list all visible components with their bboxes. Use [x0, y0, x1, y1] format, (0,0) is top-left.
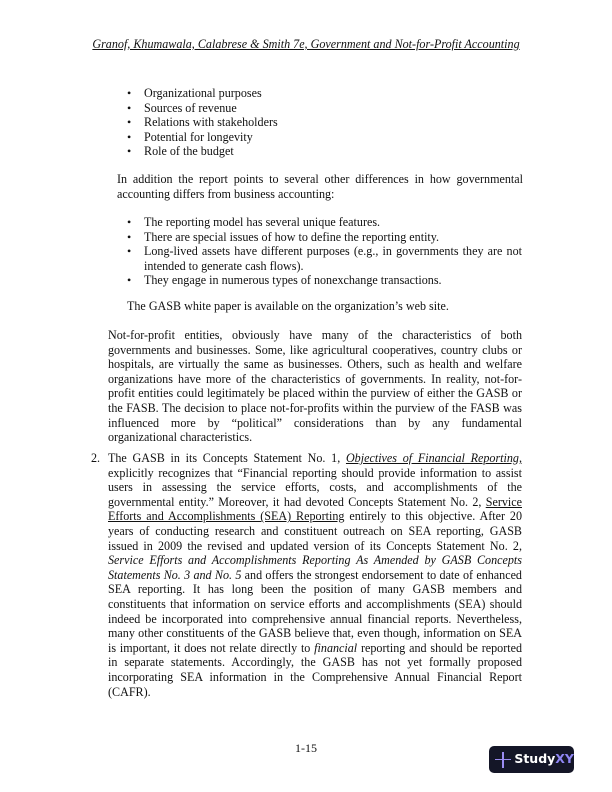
text-run: and offers the strongest endorsement to date of enhanced SEA reporting. It has long been the position of many GASB members and constituents that information on service efforts and accomplishments (SEA) should indeed be incorporated into comprehensive annual financial reports. Nevertheless, many other constituents of the GASB believe that, even though, information on SEA is important, it does not relate directly to: [108, 567, 522, 655]
list-item: • Role of the budget: [128, 144, 528, 159]
list-item: • Potential for longevity: [128, 130, 528, 145]
item-number: 2.: [91, 451, 101, 465]
list-item: • They engage in numerous types of nonexchange transactions.: [128, 273, 522, 288]
text-run: The GASB in its Concepts Statement No. 1,: [108, 451, 346, 465]
paragraph-white-paper: The GASB white paper is available on the organization’s web site.: [127, 299, 449, 313]
revised-statement-title: Service Efforts and Accomplishments Reporting As Amended by GASB Concepts Statements No. 3 and No. 5: [108, 553, 522, 582]
list-item: • Long-lived assets have different purposes (e.g., in governments they are not intended to generate cash flows).: [128, 244, 522, 273]
list-item: • Sources of revenue: [128, 101, 528, 116]
badge-label-accent: XY: [555, 751, 574, 767]
text-run: entirely to this objective. After 20 years of conducting research and constituent outreach on SEA reporting, GASB issued in 2009 the revised and updated version of its Concepts Statement No. 2,: [108, 509, 523, 553]
list-item: • Relations with stakeholders: [128, 115, 528, 130]
list-item: • The reporting model has several unique features.: [128, 215, 522, 230]
page-number: 1-15: [295, 741, 317, 755]
emphasis-financial: financial: [314, 640, 358, 655]
concepts-statement-2-title: Service Efforts and Accomplishments (SEA) Reporting: [108, 494, 522, 524]
concepts-statement-1-title: Objectives of Financial Reporting,: [345, 451, 522, 465]
running-header: Granof, Khumawala, Calabrese & Smith 7e, Government and Not-for-Profit Accounting: [92, 37, 520, 51]
differences-list: [128, 86, 528, 159]
list-item: • Organizational purposes: [128, 86, 528, 101]
text-run: reporting and should be reported in separate statements. Accordingly, the GASB has not yet formally proposed incorporating SEA information in the Comprehensive Annual Financial Report (CAFR).: [108, 640, 522, 699]
paragraph-not-for-profit: Not-for-profit entities, obviously have many of the characteristics of both governments and businesses. Some, like agricultural cooperatives, country clubs or hospitals, are virtually the same as businesses. Others, such as health and welfare organizations have more of the characteristics of governments. In reality, not-for-profit entities could legitimately be placed within the purview of either the GASB or the FASB. The decision to place not-for-profits within the purview of the FASB was influenced more by “political” considerations than by any fundamental organizational characteristics.: [108, 328, 522, 445]
badge-label-main: Study: [514, 751, 556, 767]
plus-icon: [495, 752, 509, 768]
governmental-differences-list: [128, 215, 522, 288]
studyxy-badge[interactable]: [489, 746, 574, 773]
item-2-text: [108, 451, 522, 699]
text-run: explicitly recognizes that “Financial reporting should provide information to assist users in assessing the service efforts, costs, and accomplishments of the governmental entity.” Moreover, it had devoted Concepts Statement No. 2,: [108, 465, 522, 509]
paragraph-addition: In addition the report points to several other differences in how governmental accounting differs from business accounting:: [117, 172, 523, 201]
list-item: • There are special issues of how to define the reporting entity.: [128, 230, 522, 245]
